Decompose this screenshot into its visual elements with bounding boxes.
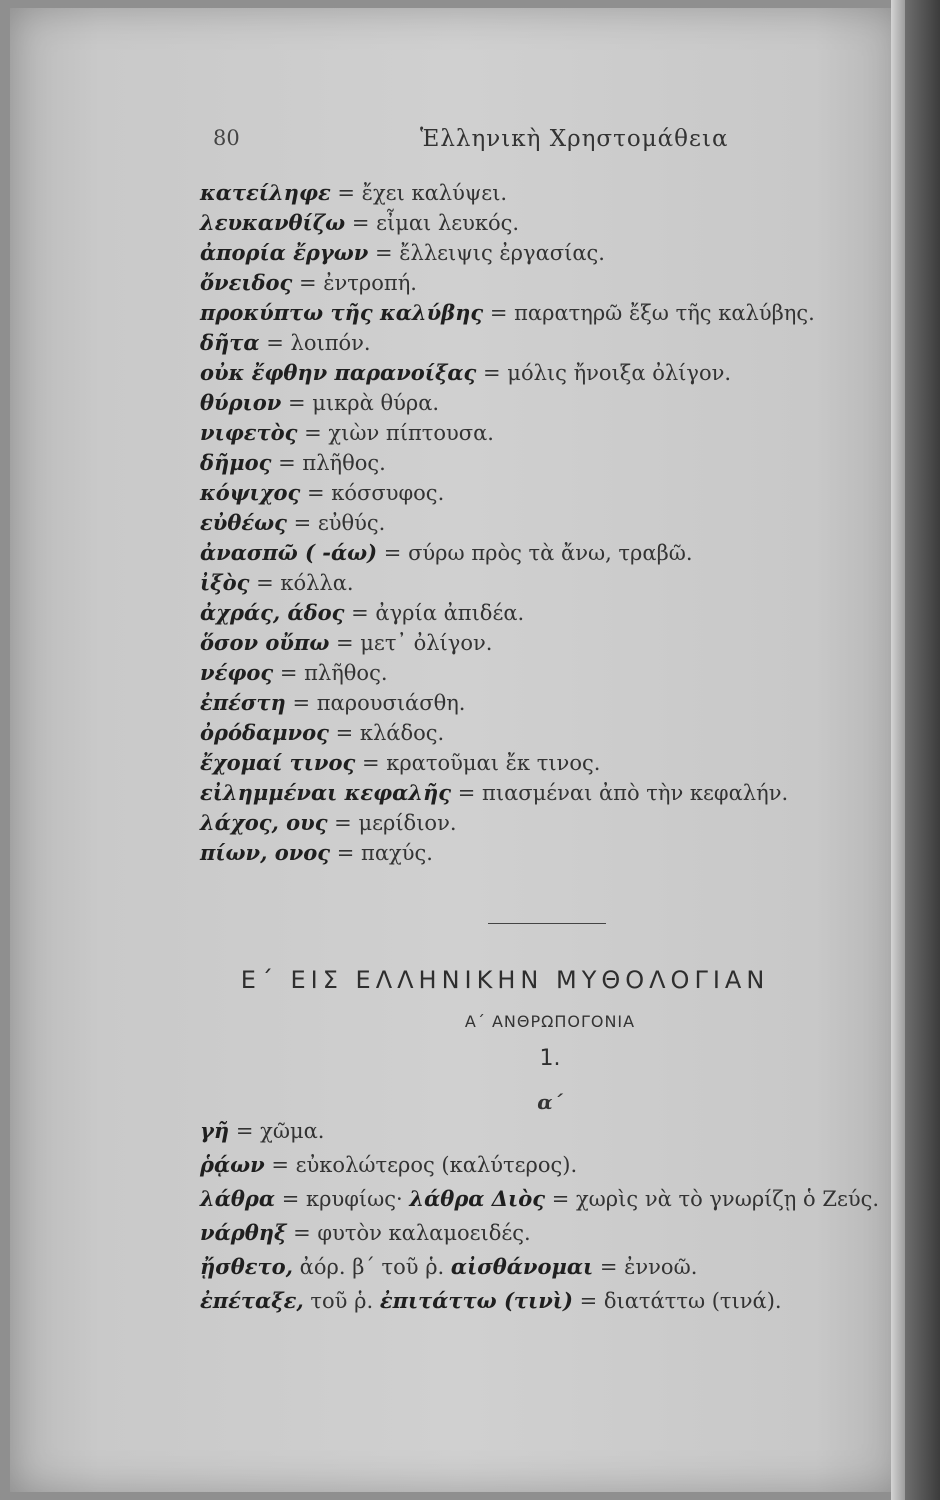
glossary-entry bbox=[200, 658, 840, 688]
glossary-gloss: = μικρὰ θύρα. bbox=[287, 391, 440, 415]
glossary-entry bbox=[200, 748, 840, 778]
glossary-entry bbox=[200, 1148, 900, 1182]
glossary-term: λάχος, ους bbox=[200, 810, 328, 835]
glossary-gloss: = χωρὶς νὰ τὸ γνωρίζῃ ὁ Ζεύς. bbox=[551, 1187, 880, 1211]
glossary-term: νέφος bbox=[200, 660, 274, 685]
glossary-gloss: = ἐντροπή. bbox=[299, 271, 417, 295]
glossary-term: ἀνασπῶ ( -άω) bbox=[200, 540, 378, 565]
glossary-term: προκύπτω τῆς καλύβης bbox=[200, 300, 484, 325]
glossary-gloss: = μετ᾽ ὀλίγον. bbox=[336, 631, 493, 655]
glossary-gloss: = εὐθύς. bbox=[293, 511, 386, 535]
glossary-entry bbox=[200, 1216, 900, 1250]
glossary-term: νάρθηξ bbox=[200, 1220, 287, 1245]
glossary-entry bbox=[200, 478, 840, 508]
glossary-gloss: ἀόρ. β΄ τοῦ ῥ. bbox=[299, 1255, 445, 1279]
glossary-term: δῆμος bbox=[200, 450, 272, 475]
glossary-term: αἰσθάνομαι bbox=[450, 1254, 594, 1279]
glossary-entry bbox=[200, 388, 840, 418]
glossary-entry bbox=[200, 508, 840, 538]
glossary-term: εἰλημμέναι κεφαλῆς bbox=[200, 780, 452, 805]
glossary-term: ἀχράς, άδος bbox=[200, 600, 345, 625]
glossary-term: θύριον bbox=[200, 390, 282, 415]
glossary-gloss: = παχύς. bbox=[336, 841, 433, 865]
glossary-term: ᾔσθετο, bbox=[200, 1254, 293, 1279]
glossary-entry bbox=[200, 178, 840, 208]
glossary-term: ἔχομαί τινος bbox=[200, 750, 356, 775]
glossary-gloss: = ἔχει καλύψει. bbox=[337, 181, 508, 205]
running-title: Ἑλληνικὴ Χρηστομάθεια bbox=[420, 126, 729, 152]
glossary-term: ἰξὸς bbox=[200, 570, 250, 595]
glossary-entry bbox=[200, 718, 840, 748]
glossary-list-2 bbox=[200, 1114, 900, 1318]
section-part-label: α΄ bbox=[537, 1090, 563, 1114]
glossary-gloss: = λοιπόν. bbox=[266, 331, 371, 355]
glossary-gloss: = ἐννοῶ. bbox=[599, 1255, 698, 1279]
glossary-entry bbox=[200, 1250, 900, 1284]
glossary-term: ἐπέστη bbox=[200, 690, 286, 715]
glossary-entry bbox=[200, 448, 840, 478]
glossary-entry bbox=[200, 268, 840, 298]
glossary-entry bbox=[200, 1114, 900, 1148]
glossary-gloss: = παρατηρῶ ἔξω τῆς καλύβης. bbox=[489, 301, 815, 325]
glossary-gloss: = κλάδος. bbox=[335, 721, 445, 745]
glossary-entry bbox=[200, 1182, 900, 1216]
section-heading: Ε΄ ΕΙΣ ΕΛΛΗΝΙΚΗΝ ΜΥΘΟΛΟΓΙΑΝ bbox=[240, 966, 770, 994]
glossary-gloss: = ἀγρία ἀπιδέα. bbox=[351, 601, 525, 625]
section-number: 1. bbox=[539, 1046, 561, 1071]
glossary-term: ῥᾴων bbox=[200, 1152, 265, 1177]
glossary-gloss: = κόσσυφος. bbox=[306, 481, 445, 505]
glossary-gloss: = πλῆθος. bbox=[278, 451, 386, 475]
glossary-entry bbox=[200, 568, 840, 598]
glossary-entry bbox=[200, 208, 840, 238]
glossary-entry bbox=[200, 808, 840, 838]
glossary-list bbox=[200, 178, 840, 868]
glossary-gloss: = εὐκολώτερος (καλύτερος). bbox=[271, 1153, 578, 1177]
glossary-gloss: = ἔλλειψις ἐργασίας. bbox=[375, 241, 605, 265]
glossary-term: πίων, ονος bbox=[200, 840, 331, 865]
glossary-gloss: = παρουσιάσθη. bbox=[292, 691, 466, 715]
book-spine bbox=[905, 0, 940, 1500]
glossary-term: ἀπορία ἔργων bbox=[200, 240, 369, 265]
glossary-term: ἐπέταξε, bbox=[200, 1288, 304, 1313]
glossary-gloss: = κόλλα. bbox=[256, 571, 354, 595]
glossary-entry bbox=[200, 358, 840, 388]
section-subheading: Α΄ ΑΝΘΡΩΠΟΓΟΝΙΑ bbox=[464, 1012, 636, 1031]
glossary-entry bbox=[200, 328, 840, 358]
glossary-term: ὀρόδαμνος bbox=[200, 720, 329, 745]
glossary-term: κατείληφε bbox=[200, 180, 331, 205]
glossary-entry bbox=[200, 838, 840, 868]
glossary-entry bbox=[200, 298, 840, 328]
glossary-entry bbox=[200, 538, 840, 568]
glossary-entry bbox=[200, 688, 840, 718]
glossary-term: ὄνειδος bbox=[200, 270, 293, 295]
glossary-entry bbox=[200, 778, 840, 808]
glossary-term: ὅσον οὔπω bbox=[200, 630, 330, 655]
glossary-entry bbox=[200, 598, 840, 628]
glossary-entry bbox=[200, 238, 840, 268]
page-edge-shadow bbox=[891, 0, 905, 1500]
page-header bbox=[10, 126, 905, 156]
glossary-term: δῆτα bbox=[200, 330, 260, 355]
glossary-gloss: = διατάττω (τινά). bbox=[579, 1289, 782, 1313]
section-divider bbox=[488, 923, 606, 924]
glossary-gloss: = χῶμα. bbox=[235, 1119, 325, 1143]
glossary-term: λάθρα bbox=[200, 1186, 276, 1211]
glossary-gloss: = κρατοῦμαι ἔκ τινος. bbox=[361, 751, 601, 775]
glossary-term: ἐπιτάττω (τινὶ) bbox=[379, 1288, 573, 1313]
glossary-gloss: = φυτὸν καλαμοειδές. bbox=[293, 1221, 531, 1245]
glossary-gloss: = πλῆθος. bbox=[279, 661, 388, 685]
glossary-gloss: = εἶμαι λευκός. bbox=[351, 211, 520, 235]
glossary-gloss: = χιὼν πίπτουσα. bbox=[304, 421, 494, 445]
glossary-gloss: = πιασμέναι ἀπὸ τὴν κεφαλήν. bbox=[457, 781, 789, 805]
glossary-term: εὐθέως bbox=[200, 510, 287, 535]
page-number: 80 bbox=[213, 126, 240, 150]
glossary-term: οὐκ ἔφθην παρανοίξας bbox=[200, 360, 477, 385]
glossary-entry bbox=[200, 628, 840, 658]
glossary-term: νιφετὸς bbox=[200, 420, 298, 445]
glossary-term: γῆ bbox=[200, 1118, 230, 1143]
glossary-gloss: = κρυφίως· bbox=[281, 1187, 403, 1211]
glossary-gloss: = σύρω πρὸς τὰ ἄνω, τραβῶ. bbox=[383, 541, 693, 565]
glossary-entry bbox=[200, 1284, 900, 1318]
book-page bbox=[10, 8, 905, 1492]
glossary-term: λάθρα Διὸς bbox=[409, 1186, 545, 1211]
glossary-term: λευκανθίζω bbox=[200, 210, 346, 235]
glossary-entry bbox=[200, 418, 840, 448]
glossary-gloss: τοῦ ῥ. bbox=[310, 1289, 374, 1313]
glossary-gloss: = μερίδιον. bbox=[334, 811, 457, 835]
glossary-gloss: = μόλις ἤνοιξα ὀλίγον. bbox=[483, 361, 732, 385]
glossary-term: κόψιχος bbox=[200, 480, 301, 505]
